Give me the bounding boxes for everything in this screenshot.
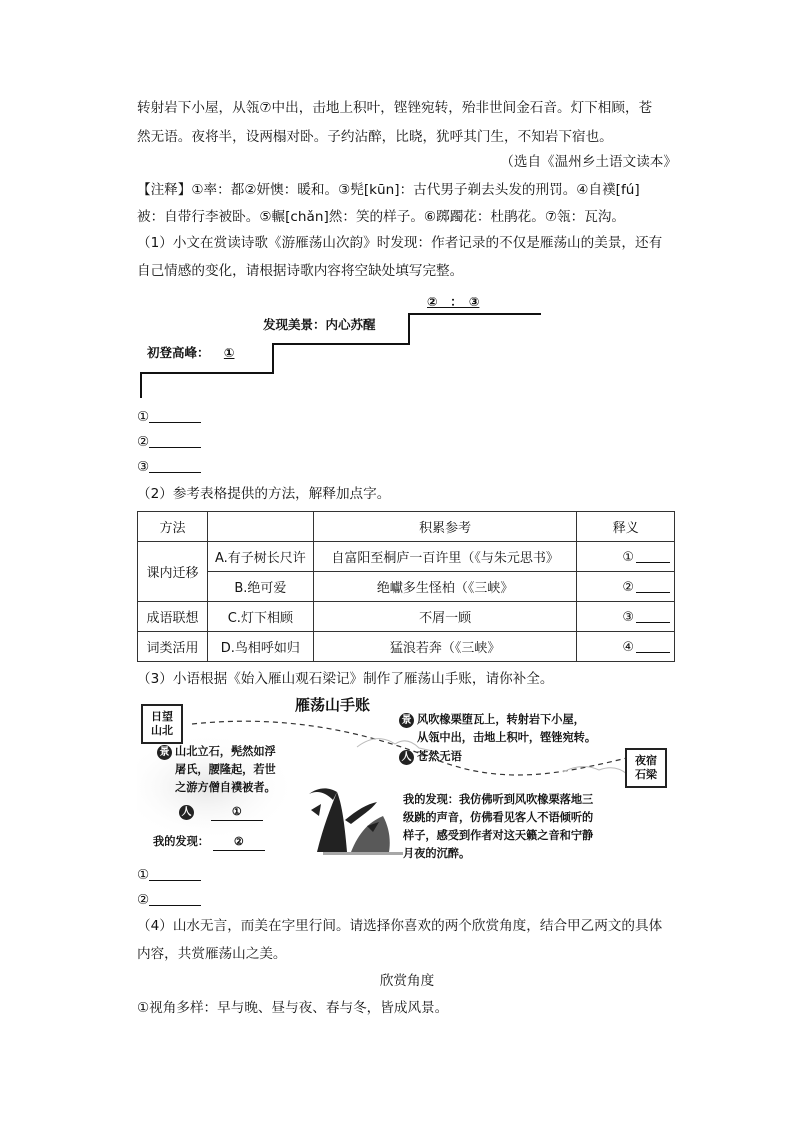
stair-top-label: ② ： ③	[427, 294, 480, 309]
item-cell: B.绝可爱	[207, 572, 313, 602]
q3-answer-2[interactable]: ②	[137, 890, 677, 910]
handbook-title: 雁荡山手账	[295, 696, 371, 714]
method-table	[137, 511, 675, 662]
header-method: 方法	[138, 512, 208, 542]
method-cell: 词类活用	[138, 632, 208, 662]
answer-cell[interactable]: ②	[577, 572, 675, 602]
answer-cell[interactable]: ④	[577, 632, 675, 662]
reference-cell: 猛浪若奔（《三峡》	[313, 632, 577, 662]
q1-line-2: 自己情感的变化，请根据诗歌内容将空缺处填写完整。	[137, 263, 464, 279]
reference-cell: 绝巘多生怪柏（《三峡》	[313, 572, 577, 602]
stamp-night-bridge: 夜宿 石梁	[625, 748, 667, 788]
right-person: 人 苍然无语	[399, 747, 462, 765]
item-cell: C.灯下相顾	[207, 602, 313, 632]
ink-painting	[309, 788, 403, 855]
table-row	[138, 572, 675, 602]
answer-cell[interactable]: ③	[577, 602, 675, 632]
q4-line-2: 内容，共赏雁荡山之美。	[137, 946, 287, 962]
answer-blank[interactable]	[149, 433, 201, 448]
header-reference: 积累参考	[313, 512, 577, 542]
table-header-row	[138, 512, 675, 542]
notes-line-2: 被：自带行李被卧。⑤輾[chǎn]然：笑的样子。⑥踯躅花：杜鹃花。⑦瓴：瓦沟。	[137, 209, 626, 225]
answer-blank[interactable]	[149, 891, 201, 906]
right-discovery: 我的发现：我仿佛听到风吹橡栗落地三 级跳的声音，仿佛看见客人不语倾听的 样子，感受到作者对这天籁之音和宁静 月夜的沉醉。	[403, 792, 594, 860]
answer-blank[interactable]	[636, 579, 670, 593]
stamp-day-north: 日望 山北	[141, 704, 183, 744]
passage-source: （选自《温州乡土语文读本》	[500, 154, 677, 170]
notes-line-1: 【注释】①率：都②妍懊：暖和。③髡[kūn]：古代男子剃去头发的刑罚。④自襆[fú]	[137, 182, 640, 198]
item-cell: D.鸟相呼如归	[207, 632, 313, 662]
stair-bottom-label: 初登高峰： ①	[147, 345, 235, 360]
left-scene: 景 山北立石，髡然如浮 屠氏，腰隆起，若世 之游方僧自襆被者。	[157, 742, 276, 796]
answer-blank[interactable]	[636, 639, 670, 653]
q1-answer-1[interactable]: ①	[137, 407, 677, 427]
reference-cell: 不屑一顾	[313, 602, 577, 632]
q4-line-1: （4）山水无言，而美在字里行间。请选择你喜欢的两个欣赏角度，结合甲乙两文的具体	[137, 918, 663, 934]
passage-line-2: 然无语。夜将半，设两榻对卧。子约沾醉，比晓，犹呼其门生，不知岩下宿也。	[137, 129, 613, 145]
answer-blank[interactable]	[636, 549, 670, 563]
scene-icon: 景	[399, 713, 414, 728]
method-cell: 课内迁移	[138, 542, 208, 602]
left-person	[179, 802, 263, 821]
stair-diagram	[137, 294, 557, 398]
handbook-panel	[137, 692, 675, 862]
left-discovery: 我的发现： ②	[153, 832, 265, 851]
answer-cell[interactable]: ①	[577, 542, 675, 572]
header-meaning: 释义	[577, 512, 675, 542]
handbook-blank-1[interactable]: ①	[211, 802, 263, 821]
method-cell: 成语联想	[138, 602, 208, 632]
passage-line-1: 转射岩下小屋，从瓴⑦中出，击地上积叶，铿锉宛转，殆非世间金石音。灯下相顾，苍	[137, 100, 653, 116]
person-icon: 人	[399, 750, 414, 765]
q1-line-1: （1）小文在赏读诗歌《游雁荡山次韵》时发现：作者记录的不仅是雁荡山的美景，还有	[137, 235, 663, 251]
answer-blank[interactable]	[149, 408, 201, 423]
answer-blank[interactable]	[149, 458, 201, 473]
q1-answer-2[interactable]: ②	[137, 432, 677, 452]
table-row	[138, 542, 675, 572]
scene-icon: 景	[157, 745, 172, 760]
q2-intro: （2）参考表格提供的方法，解释加点字。	[137, 486, 391, 502]
angle-title: 欣赏角度	[379, 973, 435, 989]
reference-cell: 自富阳至桐庐一百许里（《与朱元思书》	[313, 542, 577, 572]
table-row	[138, 602, 675, 632]
answer-blank[interactable]	[636, 609, 670, 623]
q3-answer-1[interactable]: ①	[137, 865, 677, 885]
header-item	[207, 512, 313, 542]
q1-answer-3[interactable]: ③	[137, 457, 677, 477]
handbook-blank-2[interactable]: ②	[213, 832, 265, 851]
right-scene: 景 风吹橡栗堕瓦上，转射岩下小屋， 从瓴中出，击地上积叶，铿锉宛转。	[399, 710, 596, 746]
answer-blank[interactable]	[149, 866, 201, 881]
q3-intro: （3）小语根据《始入雁山观石梁记》制作了雁荡山手账，请你补全。	[137, 671, 554, 687]
angle-1: ①视角多样：早与晚、昼与夜、春与冬，皆成风景。	[137, 1000, 449, 1016]
stair-mid-label: 发现美景：内心苏醒	[263, 317, 376, 332]
table-row	[138, 632, 675, 662]
item-cell: A.有子树长尺许	[207, 542, 313, 572]
person-icon: 人	[179, 805, 194, 820]
